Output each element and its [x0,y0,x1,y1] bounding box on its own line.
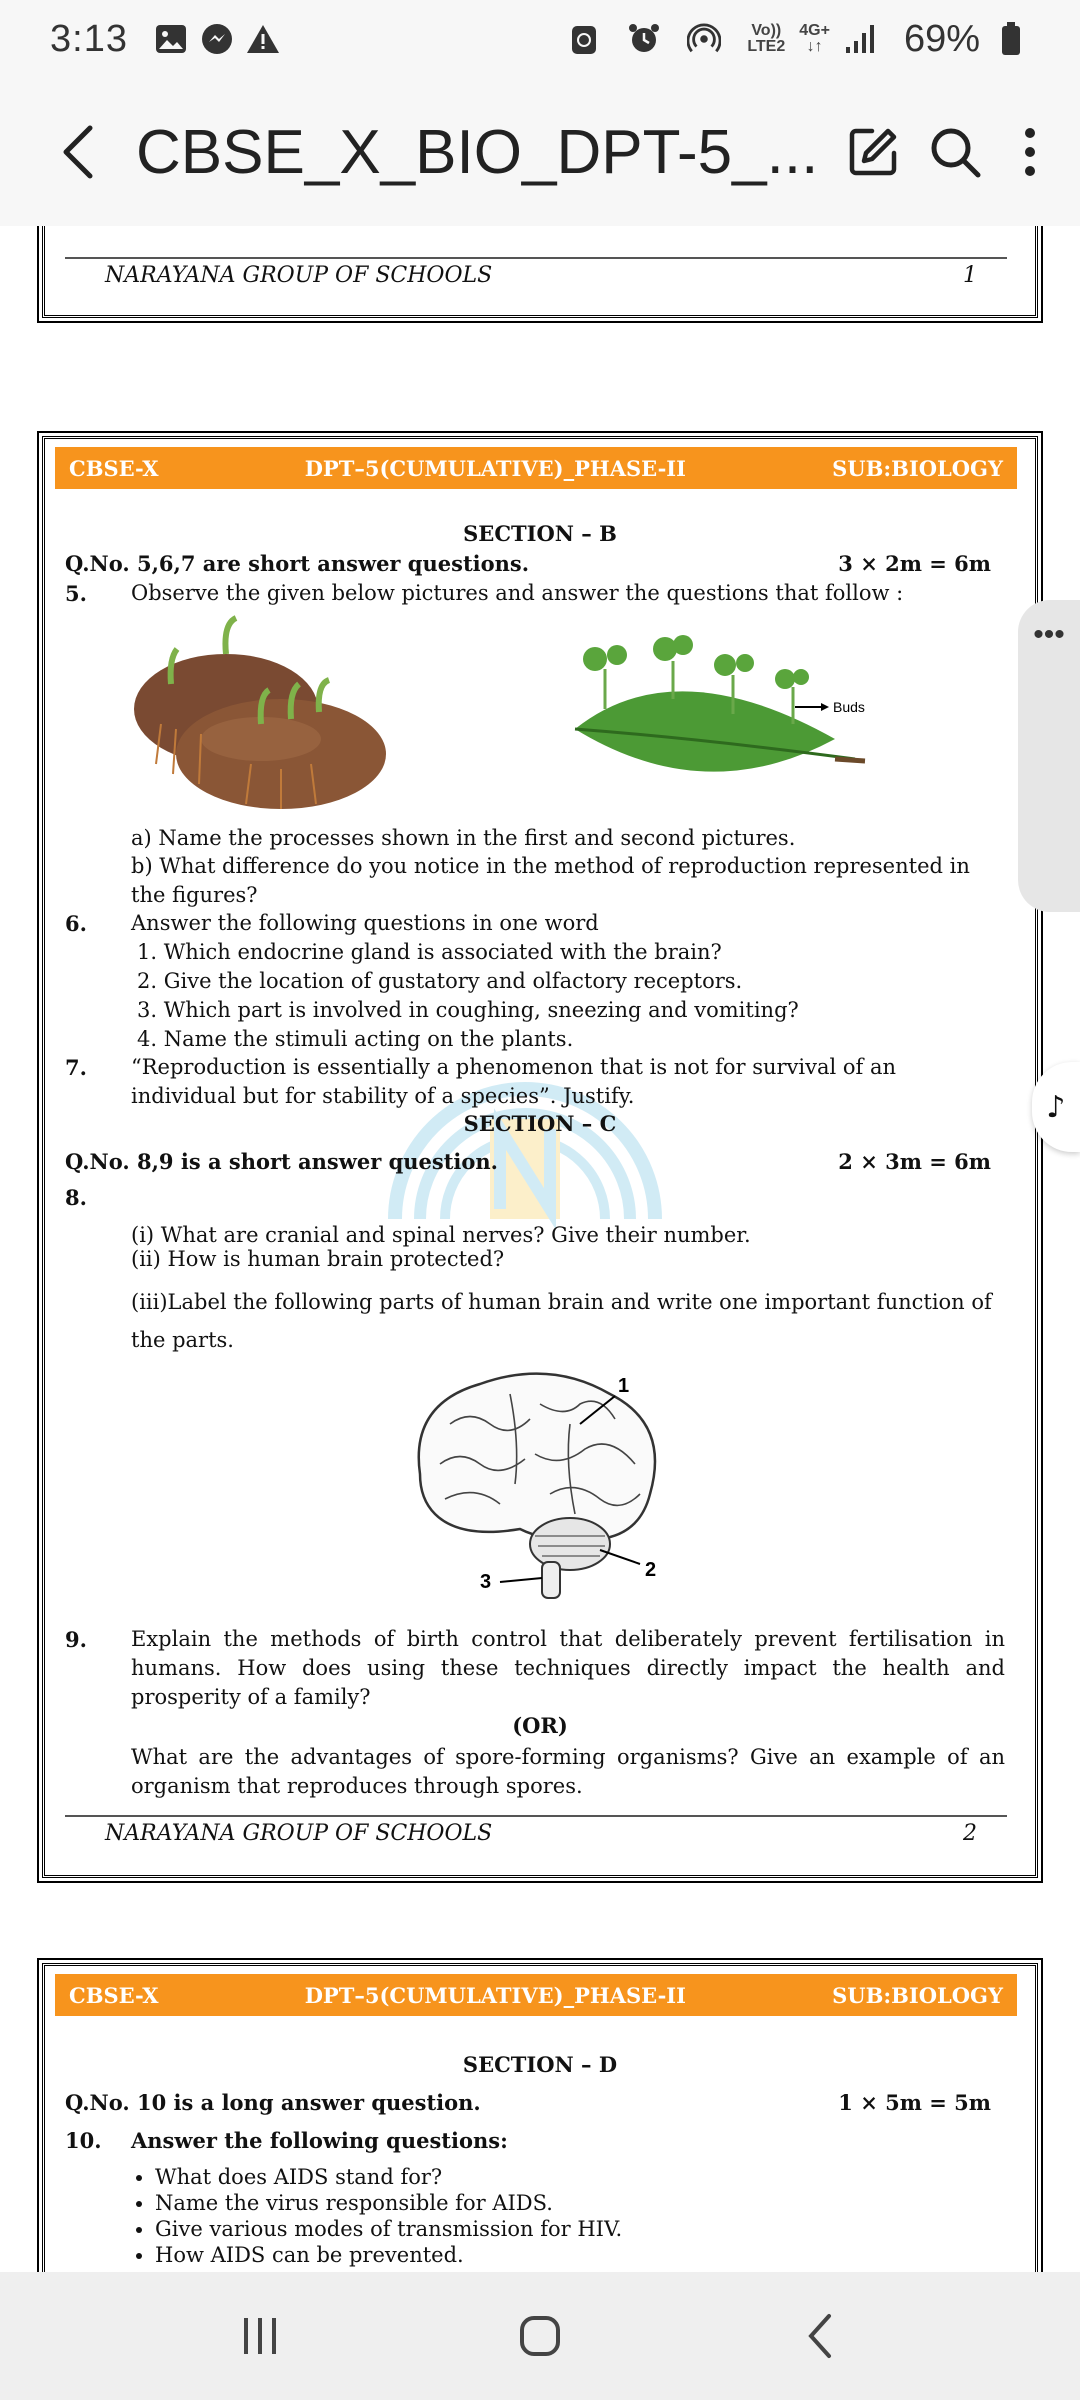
list-item: • Name the virus responsible for AIDS. [155,2190,1005,2216]
q5-part-b: b) What difference do you notice in the method of reproduction represented in the figures? [131,854,970,907]
brain-label-1: 1 [618,1375,630,1397]
q6-text: Answer the following questions in one word [131,911,599,935]
battery-percent: 69% [903,17,980,60]
section-c-instructions: Q.No. 8,9 is a short answer question. 2 × 3m = 6m [65,1149,991,1174]
footer-school: NARAYANA GROUP OF SCHOOLS [105,263,493,288]
side-panel-more-icon[interactable]: ••• [1033,618,1065,651]
search-button[interactable] [928,120,982,184]
system-nav-bar [0,2272,1080,2400]
header-class: CBSE-X [69,455,159,481]
footer-page-number: 2 [963,1821,977,1846]
header-subject: SUB:BIOLOGY [832,1982,1003,2008]
q7-number: 7. [65,1055,87,1080]
alarm-icon [627,22,661,56]
footer-page-number: 1 [963,263,977,288]
home-button[interactable] [500,2296,580,2376]
section-b-instructions: Q.No. 5,6,7 are short answer questions. 3 × 2m = 6m [65,551,991,576]
q5-number: 5. [65,581,87,606]
warning-icon [246,22,280,56]
recents-button[interactable] [220,2296,300,2376]
q6-number: 6. [65,911,87,936]
q6-item: 3. Which part is involved in coughing, sneezing and vomiting? [137,998,799,1022]
page-1 [42,226,1038,318]
nav-back-button[interactable] [780,2296,860,2376]
page-footer [65,257,1007,288]
q9-or: (OR) [512,1713,568,1738]
q8-part-iii: (iii)Label the following parts of human brain and write one important function of the parts. [131,1290,992,1352]
q6-item: 4. Name the stimuli acting on the plants. [137,1027,574,1051]
brain-label-3: 3 [480,1571,492,1593]
q8-number: 8. [65,1185,87,1210]
brain-label-2: 2 [645,1559,657,1581]
list-item: • How AIDS can be prevented. [155,2242,1005,2268]
q7-text: “Reproduction is essentially a phenomenon that is not for survival of an individual but for stability of a species”. Justify. [131,1055,897,1108]
music-note-icon: ♪ [1046,1089,1066,1125]
header-subject: SUB:BIOLOGY [832,455,1003,481]
section-d-title: SECTION – D [462,2052,618,2077]
section-c-title: SECTION – C [463,1111,617,1136]
lte-indicator: Vo)) LTE2 [747,22,786,55]
potato-sprouting-image [131,614,411,814]
q8-part-i: (i) What are cranial and spinal nerves? Give their number. [131,1223,751,1247]
page-footer [65,1815,1007,1846]
messenger-icon [200,22,234,56]
search-icon [928,125,982,179]
edit-icon [846,125,900,179]
edit-button[interactable] [846,120,900,184]
nav-back-icon [805,2312,835,2360]
q5-part-a: a) Name the processes shown in the first and second pictures. [131,826,796,850]
battery-icon [994,22,1028,56]
q5-text: Observe the given below pictures and answer the questions that follow : [131,581,904,605]
network-type: 4G+ ↓↑ [799,22,830,55]
footer-school: NARAYANA GROUP OF SCHOOLS [105,1821,493,1846]
buds-label: Buds [833,699,865,715]
q6-item: 2. Give the location of gustatory and olfactory receptors. [137,969,743,993]
recents-icon [238,2314,282,2358]
q10-list [155,2164,1005,2268]
photo-icon [154,22,188,56]
back-arrow-icon [60,124,94,180]
section-b-title: SECTION – B [463,521,617,546]
page-header-band [55,447,1017,489]
section-d-instructions: Q.No. 10 is a long answer question. 1 × 5m = 5m [65,2090,991,2115]
document-viewport[interactable] [0,226,1080,2272]
header-class: CBSE-X [69,1982,159,2008]
hotspot-icon [687,22,721,56]
bryophyllum-leaf-image [555,619,895,809]
home-icon [518,2314,562,2358]
q8-part-ii: (ii) How is human brain protected? [131,1247,505,1271]
recycle-icon [567,22,601,56]
q6-item: 1. Which endocrine gland is associated with the brain? [137,940,722,964]
page-header-band [55,1974,1017,2016]
status-time: 3:13 [50,17,128,60]
more-options-button[interactable] [1010,120,1050,184]
header-test: DPT–5(CUMULATIVE)_PHASE-II [304,455,686,481]
header-test: DPT–5(CUMULATIVE)_PHASE-II [304,1982,686,2008]
q10-text: Answer the following questions: [131,2128,508,2153]
list-item: • What does AIDS stand for? [155,2164,1005,2190]
human-brain-diagram [400,1364,700,1604]
document-title: CBSE_X_BIO_DPT-5_... [136,117,819,187]
back-button[interactable] [60,122,94,182]
app-toolbar [0,78,1080,226]
more-vert-icon [1020,125,1040,179]
q10-number: 10. [65,2128,102,2153]
status-bar [0,0,1080,78]
signal-icon [844,22,878,56]
list-item: • Give various modes of transmission for HIV. [155,2216,1005,2242]
q9-number: 9. [65,1627,87,1652]
page-2 [42,436,1038,1878]
q9-alternative: What are the advantages of spore-forming organisms? Give an example of an organism that reproduces through spores. [131,1745,1005,1798]
page-3 [42,1963,1038,2272]
q9-text: Explain the methods of birth control that deliberately prevent fertilisation in humans. How does using these techniques directly impact the health and prosperity of a family? [131,1627,1005,1709]
